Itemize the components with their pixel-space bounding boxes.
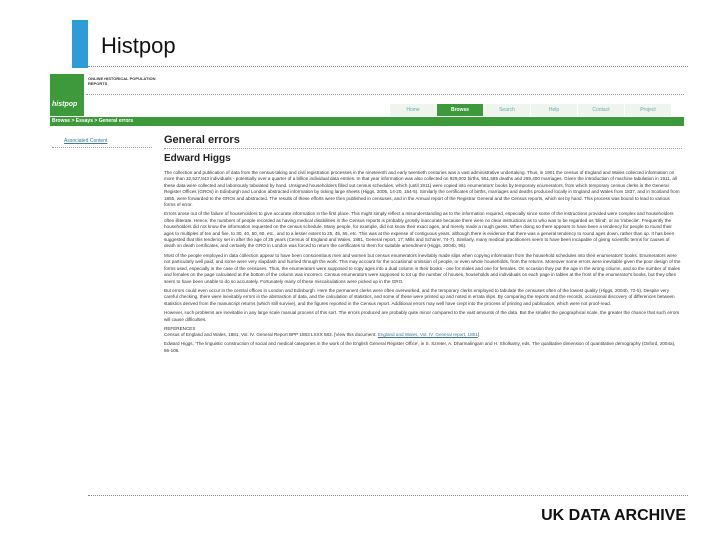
article-title: General errors — [164, 134, 682, 149]
paragraph: The collection and publication of data from the census-taking and civil registration processes in the nineteenth and early twentieth centuries was a vast administrative undertaking. Thus, in 1901 the census of England and Wales collected information on more than 32,527,843 individuals - potentially over a quarter of a billion individual data entries. In that year information was also collected on 929,002 births, 551,585 deaths and 259,400 marriages. Given the introduction of machine tabulation in 1911, all these data were collected and laboriously tabulated by hand. Unsigned householders filled out census schedules, which (until 1911) were copied into enumerators' books by temporary enumerators, from which temporary census clerks in the General Register Offices (GROs) in Edinburgh and London abstracted information by ticking large sheets (Higgs, 2005, 14-20, 154-5). Similarly the certificates of births, marriages and deaths produced locally in England and Wales from 1837, and in Scotland from 1855, were forwarded to the GROs and abstracted. The results of these efforts were then published in censuses, and in the Annual report of the Registrar General and the Census reports, which set by hand. This process was bound to lead to various forms of error. — [164, 170, 680, 208]
logo-text: histpop — [52, 101, 78, 108]
slide-title: Histpop — [101, 33, 176, 58]
site-header — [50, 74, 684, 117]
references-heading: REFERENCES — [164, 325, 196, 331]
bottom-divider — [88, 495, 688, 496]
histpop-screenshot — [50, 74, 684, 492]
tab-project[interactable]: Project — [625, 104, 671, 116]
breadcrumb[interactable]: Browse > Essays > General errors — [52, 118, 134, 124]
breadcrumb-bar — [50, 117, 684, 126]
nav-tabs — [390, 104, 672, 116]
tab-home[interactable]: Home — [390, 104, 436, 116]
reference-text: Edward Higgs, 'The linguistic construction of social and medical categories in the work of the English General Register Office', in S. Szreter, A. Dharmalingam and H. Sholkamy, eds, The qualitative dimension of quantitative demography (Oxford, 2004a), 86-106. — [164, 341, 676, 353]
paragraph: But errors could even occur in the central offices in London and Edinburgh. Here the permanent clerks were often overworked, and the temporary clerks employed to tabulate the censuses often of the lowest quality (Higgs, 2004b, 72-5). Despite very careful checking, there were inevitably errors in the abstraction of data, and the calculation of statistics, and some of these were printed up and noted in errata slips. By comparing the reports and the records, occasional discovery of differences between statistics derived from the manuscript returns (which still survive), and the figures reported in the Census report. Additional errors may well have crept into the process of printing and publication, which were not proof-read. — [164, 287, 675, 306]
paragraph: Most of the people employed in data collection appear to have been conscientious men and women but census enumerators inevitably made slips when copying information from the household schedules into their enumerators' books. Enumerators were not particularly well paid, and some were very slapdash and hurried through the work. This may account for the occasional omission of people, or even whole households, from the returns. Moreover some errors were inevitable given the poor design of the forms used, especially in the case of the censuses. Thus, the enumerators were supposed to copy ages into a dual column in their books - one for males and one for females. On occasion they put the age in the wrong column, and so the number of males and females on the page calculated at the bottom of the column was incorrect. Census enumerators were supposed to tot up the number of houses, households and individuals on each page in tables at the front of the enumerator's books, but they often seem to have been unable to do so accurately. Fortunately many of these miscalculations were picked up in the GRO. — [164, 252, 681, 284]
tab-search[interactable]: Search — [484, 104, 530, 116]
header-divider — [86, 94, 684, 95]
paragraph: However, such problems are inevitable in any large scale manual process of this sort. The errors produced are probably quite minor compared to the vast amounts of the data. But the smaller the geographical scale, the greater the chance that such errors will cause difficulties. — [164, 310, 680, 322]
article-content — [164, 134, 682, 357]
associated-content-link[interactable]: Associated Content — [64, 138, 108, 144]
article-author: Edward Higgs — [164, 153, 231, 164]
tab-help[interactable]: Help — [531, 104, 577, 116]
histpop-logo[interactable] — [50, 74, 84, 116]
top-divider — [88, 66, 688, 67]
reference-item — [164, 341, 682, 354]
reference-text: Census of England and Wales, 1881, Vol. IV. General Report BPP 1883 LXXX 583. [View this document: — [164, 331, 378, 337]
footer-brand: UK DATA ARCHIVE — [541, 507, 686, 524]
reference-item — [164, 332, 682, 338]
sidebar-divider — [52, 147, 152, 148]
logo-subtitle: ONLINE HISTORICAL POPULATION REPORTS — [88, 76, 156, 86]
reference-suffix: ] — [477, 331, 480, 337]
title-accent-bar — [72, 20, 88, 68]
reference-link[interactable]: England and Wales, Vol. IV. General report, 1881 — [377, 331, 478, 337]
paragraph: Errors arose out of the failure of householders to give accurate information in the first place. This might simply reflect a misunderstanding as to the information required, especially since some of the instructions provided were complex and householders often illiterate. Hence, the numbers of people recorded as having medical disabilities in the Census reports is probably grossly inaccurate because there were no clear instructions as to who was to be regarded as 'blind', or an 'imbecile'. Frequently the householders did not know the information requested on the census schedule. Many people, for example, did not know their exact ages, and merely made a rough guess. When doing so there appears to have been a tendency for people to round their ages to multiples of ten and five, to 30, 40, 50, 60, etc., and to a lesser extent to 25, 45, 55, etc. This was at the expense of contiguous years, although there is evidence that there was a general tendency to round ages down, rather than up. It has been suggested that this tendency set in after the age of 25 years (Census of England and Wales, 1881, General report, 17; Mills and Schürer, 74-7). Similarly, many medical practitioners seem to have been incapable of giving scientific terms for causes of death on death certificates, and certainly the GRO in London was forced to return the certificates to them for suitable amendment (Higgs, 2004b, 95). — [164, 211, 675, 249]
tab-contact[interactable]: Contact — [578, 104, 624, 116]
tab-browse[interactable]: Browse — [437, 104, 483, 116]
